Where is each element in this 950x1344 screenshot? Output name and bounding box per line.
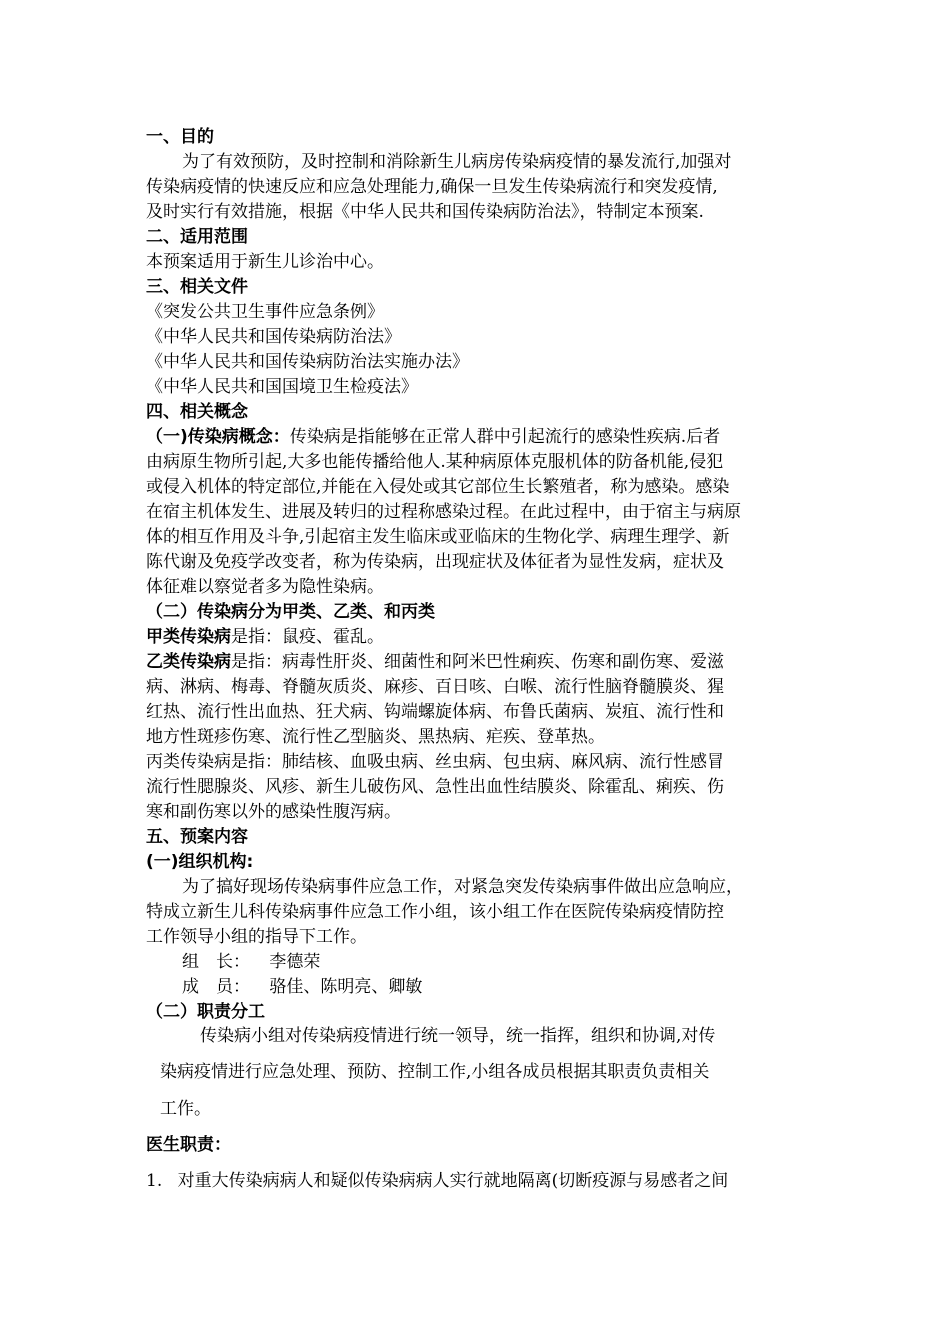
- purpose-line-1: 为了有效预防，及时控制和消除新生儿病房传染病疫情的暴发流行,加强对: [182, 152, 732, 172]
- section-3-heading: 三、相关文件: [146, 277, 248, 297]
- concept-line-2: 由病原生物所引起,大多也能传播给他人.某种病原体克服机体的防备机能,侵犯: [146, 452, 724, 472]
- class-b-line-2: 病、淋病、梅毒、脊髓灰质炎、麻疹、百日咳、白喉、流行性脑脊髓膜炎、猩: [146, 677, 724, 697]
- related-doc-3: 《中华人民共和国传染病防治法实施办法》: [146, 352, 469, 372]
- class-a-line: [146, 626, 384, 648]
- section-4-heading: 四、相关概念: [146, 402, 248, 422]
- doctor-duty-item-1-number: 1.: [146, 1171, 163, 1191]
- leader-row: [182, 951, 320, 973]
- doctor-duties-heading: 医生职责：: [146, 1135, 231, 1155]
- concept-line-5: 体的相互作用及斗争,引起宿主发生临床或亚临床的生物化学、病理生理学、新: [146, 527, 730, 547]
- duty-line-1: 传染病小组对传染病疫情进行统一领导，统一指挥，组织和协调,对传: [200, 1026, 716, 1046]
- duty-line-2: 染病疫情进行应急处理、预防、控制工作,小组各成员根据其职责负责相关: [160, 1062, 710, 1082]
- concept-line-4: 在宿主机体发生、进展及转归的过程称感染过程。在此过程中，由于宿主与病原: [146, 502, 741, 522]
- class-b-line-1: [146, 651, 724, 673]
- concept-line-3: 或侵入机体的特定部位,并能在入侵处或其它部位生长繁殖者，称为感染。感染: [146, 477, 730, 497]
- related-doc-1: 《突发公共卫生事件应急条例》: [146, 302, 384, 322]
- class-a-label: 甲类传染病: [146, 627, 231, 647]
- organization-heading: (一)组织机构:: [146, 852, 254, 872]
- class-b-label: 乙类传染病: [146, 652, 231, 672]
- purpose-line-2: 传染病疫情的快速反应和应急处理能力,确保一旦发生传染病流行和突发疫情,: [146, 177, 718, 197]
- doctor-duty-item-1-text: 对重大传染病病人和疑似传染病病人实行就地隔离(切断疫源与易感者之间: [177, 1171, 729, 1191]
- concept-line-7: 体征难以察觉者多为隐性染病。: [146, 577, 384, 597]
- members-names: 骆佳、陈明亮、卿敏: [269, 977, 423, 997]
- disease-types-heading: （二）传染病分为甲类、乙类、和丙类: [146, 602, 435, 622]
- class-c-line-1: 丙类传染病是指：肺结核、血吸虫病、丝虫病、包虫病、麻风病、流行性感冒: [146, 752, 724, 772]
- members-label: 成 员：: [182, 977, 250, 997]
- class-c-line-3: 寒和副伤寒以外的感染性腹泻病。: [146, 802, 401, 822]
- organization-line-1: 为了搞好现场传染病事件应急工作，对紧急突发传染病事件做出应急响应，: [182, 877, 743, 897]
- class-a-text: 是指：鼠疫、霍乱。: [231, 627, 384, 647]
- class-b-line-3: 红热、流行性出血热、狂犬病、钩端螺旋体病、布鲁氏菌病、炭疽、流行性和: [146, 702, 724, 722]
- concept-label: （一)传染病概念：: [146, 427, 290, 447]
- section-1-heading: 一、目的: [146, 127, 214, 147]
- section-2-heading: 二、适用范围: [146, 227, 248, 247]
- class-b-line-4: 地方性斑疹伤寒、流行性乙型脑炎、黑热病、疟疾、登革热。: [146, 727, 605, 747]
- class-c-line-2: 流行性腮腺炎、风疹、新生儿破伤风、急性出血性结膜炎、除霍乱、痢疾、伤: [146, 777, 724, 797]
- members-row: [182, 976, 422, 998]
- organization-line-3: 工作领导小组的指导下工作。: [146, 927, 367, 947]
- doctor-duty-item-1: [146, 1170, 728, 1192]
- purpose-line-3: 及时实行有效措施，根据《中华人民共和国传染病防治法》，特制定本预案.: [146, 202, 704, 222]
- scope-text: 本预案适用于新生儿诊治中心。: [146, 252, 384, 272]
- duty-heading: （二）职责分工: [146, 1002, 265, 1022]
- concept-line-6: 陈代谢及免疫学改变者，称为传染病，出现症状及体征者为显性发病，症状及: [146, 552, 724, 572]
- organization-line-2: 特成立新生儿科传染病事件应急工作小组，该小组工作在医院传染病疫情防控: [146, 902, 724, 922]
- section-5-heading: 五、预案内容: [146, 827, 248, 847]
- related-doc-4: 《中华人民共和国国境卫生检疫法》: [146, 377, 418, 397]
- concept-line-1: [146, 426, 720, 448]
- class-b-text: 是指：病毒性肝炎、细菌性和阿米巴性痢疾、伤寒和副伤寒、爱滋: [231, 652, 724, 672]
- concept-text: 传染病是指能够在正常人群中引起流行的感染性疾病.后者: [289, 427, 721, 447]
- leader-name: 李德荣: [269, 952, 321, 972]
- related-doc-2: 《中华人民共和国传染病防治法》: [146, 327, 401, 347]
- leader-label: 组 长：: [182, 952, 250, 972]
- duty-line-3: 工作。: [160, 1099, 211, 1119]
